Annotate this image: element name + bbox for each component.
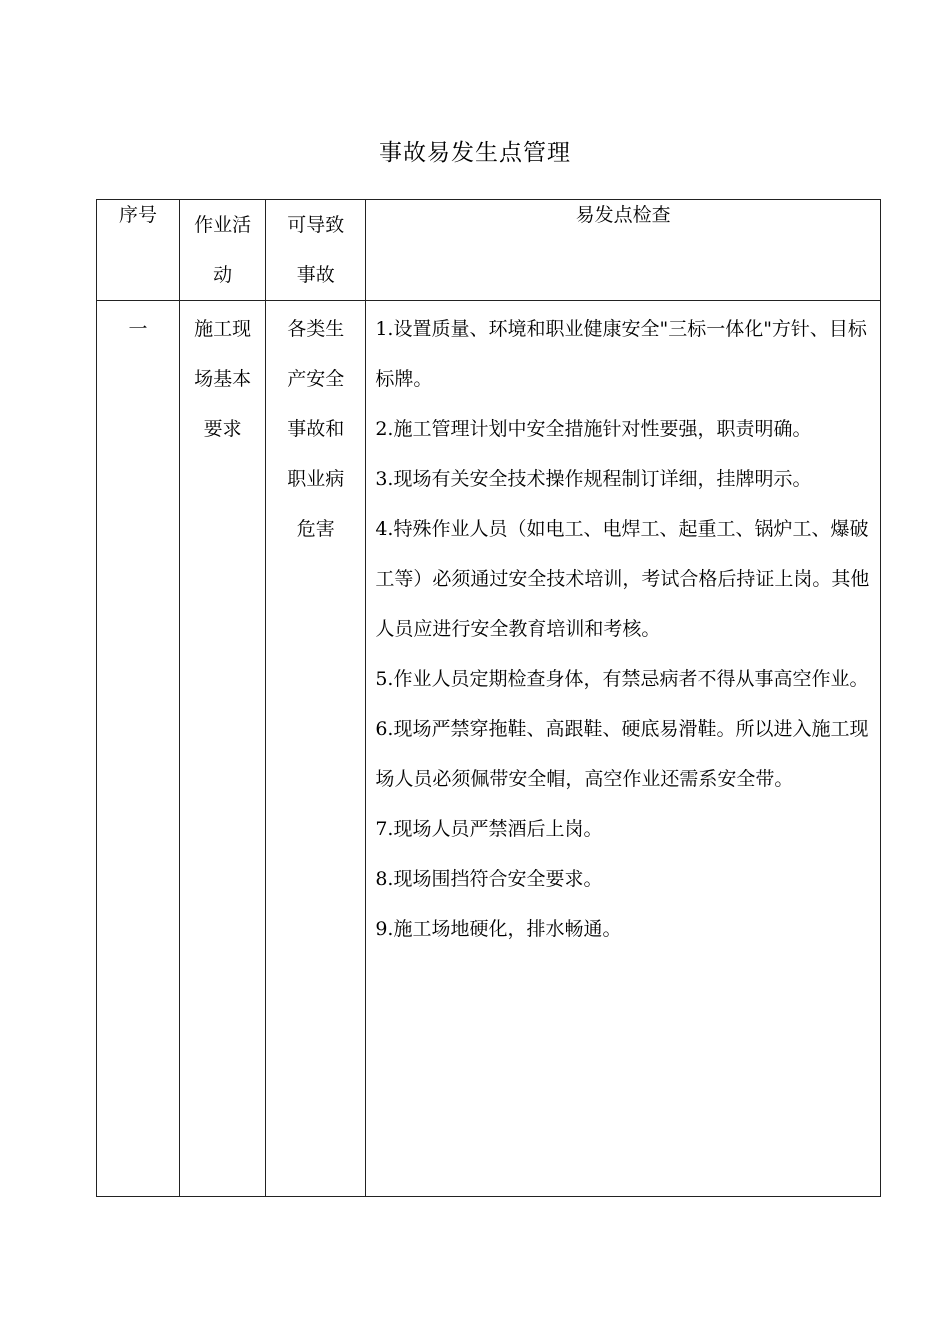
checkpoint-item: 1.设置质量、环境和职业健康安全"三标一体化"方针、目标标牌。 [375,318,867,390]
header-seq: 序号 [97,200,180,301]
table-header-row [97,200,881,301]
checkpoint-item: 7.现场人员严禁酒后上岗。 [375,818,603,840]
checkpoint-item: 3.现场有关安全技术操作规程制订详细，挂牌明示。 [375,468,812,490]
cell-activity: 施工现场基本要求 [180,301,266,1197]
checkpoint-item: 2.施工管理计划中安全措施针对性要强，职责明确。 [375,418,812,440]
table-row [97,301,881,1197]
page-title: 事故易发生点管理 [379,140,571,166]
header-accident: 可导致事故 [266,200,366,301]
header-activity: 作业活动 [180,200,266,301]
checkpoint-item: 9.施工场地硬化，排水畅通。 [375,918,622,940]
hazard-table [96,199,881,1197]
cell-seq: 一 [97,301,180,1197]
checkpoint-item: 4.特殊作业人员（如电工、电焊工、起重工、锅炉工、爆破工等）必须通过安全技术培训，考试合格后持证上岗。其他人员应进行安全教育培训和考核。 [375,518,870,640]
cell-checkpoints [366,301,881,1197]
header-checkpoints: 易发点检查 [366,200,881,301]
checkpoint-item: 8.现场围挡符合安全要求。 [375,868,603,890]
checkpoint-item: 5.作业人员定期检查身体，有禁忌病者不得从事高空作业。 [375,668,869,690]
checkpoint-item: 6.现场严禁穿拖鞋、高跟鞋、硬底易滑鞋。所以进入施工现场人员必须佩带安全帽，高空作业还需系安全带。 [375,718,869,790]
cell-accident: 各类生产安全事故和职业病危害 [266,301,366,1197]
